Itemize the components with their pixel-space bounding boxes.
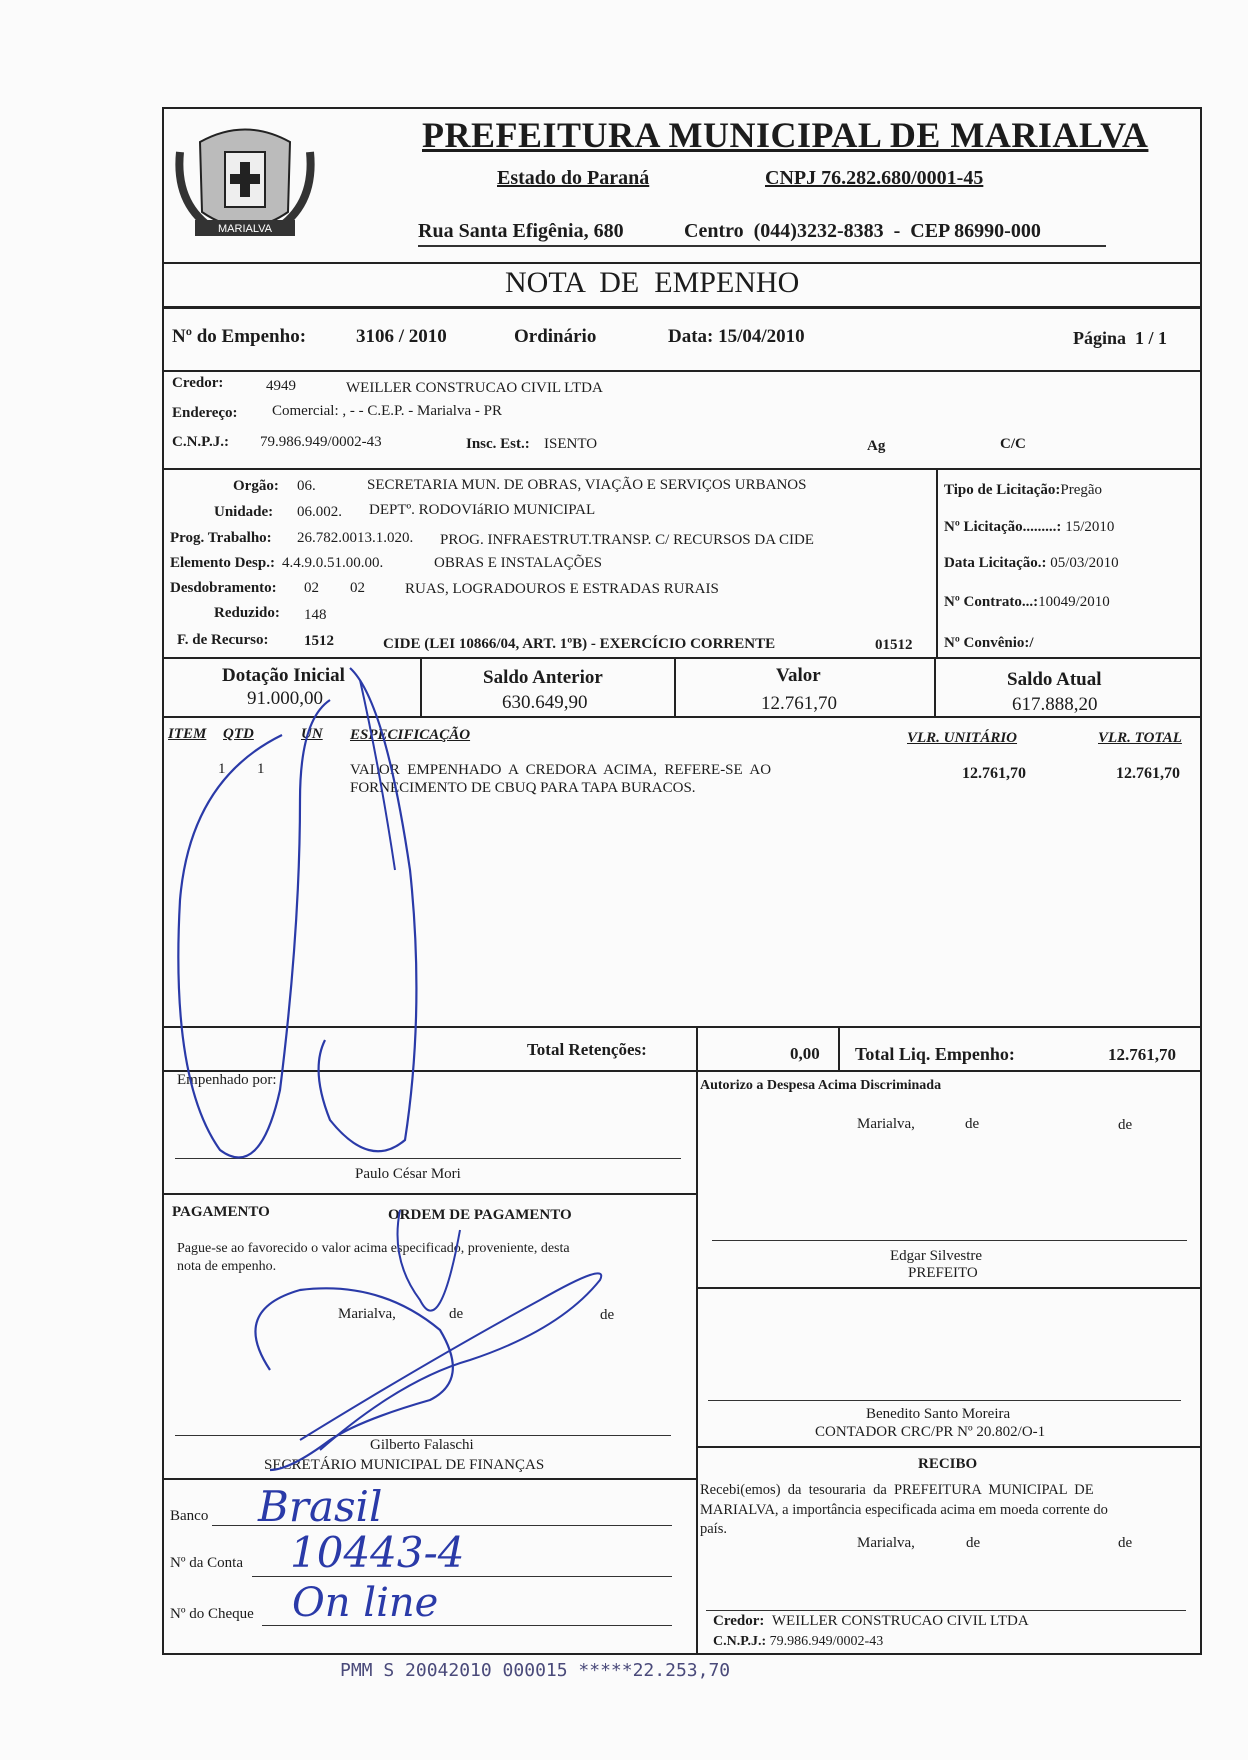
licitacao-convenio: Nº Convênio:/ xyxy=(944,635,1034,651)
pag-de1: de xyxy=(449,1306,464,1322)
divider xyxy=(162,1193,696,1195)
item-qtd: 1 xyxy=(257,761,265,777)
divider xyxy=(838,1026,840,1070)
doc-title: NOTA DE EMPENHO xyxy=(505,266,800,299)
licitacao-contrato: Nº Contrato...:10049/2010 xyxy=(944,594,1110,610)
municipal-crest-icon xyxy=(170,112,320,252)
svg-text:MARIALVA: MARIALVA xyxy=(218,223,272,235)
dotacao-value: 91.000,00 xyxy=(247,688,323,709)
signature-line xyxy=(175,1158,681,1159)
recurso-desc: CIDE (LEI 10866/04, ART. 1ºB) - EXERCÍCIO CORRENTE xyxy=(383,636,776,652)
rec-cnpj: C.N.P.J.: 79.986.949/0002-43 xyxy=(713,1634,884,1649)
autorizo-label: Autorizo a Despesa Acima Discriminada xyxy=(700,1078,942,1093)
item-spec-line2: FORNECIMENTO DE CBUQ PARA TAPA BURACOS. xyxy=(350,780,696,796)
empenho-date: Data: 15/04/2010 xyxy=(668,326,805,347)
col-especificacao: ESPECIFICAÇÃO xyxy=(350,727,471,743)
divider xyxy=(162,306,1202,309)
divider xyxy=(936,468,938,658)
unidade-desc: DEPTº. RODOVIáRIO MUNICIPAL xyxy=(369,502,596,518)
col-qtd: QTD xyxy=(223,726,254,742)
col-item: ITEM xyxy=(168,726,207,742)
total-liquido-label: Total Liq. Empenho: xyxy=(855,1044,1015,1064)
header-cnpj: CNPJ 76.282.680/0001-45 xyxy=(765,167,984,189)
header-underline xyxy=(418,245,1106,247)
divider xyxy=(162,1478,696,1480)
total-retencoes-value: 0,00 xyxy=(790,1044,820,1063)
conta-label: Nº da Conta xyxy=(170,1555,243,1571)
desdobramento-b: 02 xyxy=(350,580,365,596)
prefeito-title: PREFEITO xyxy=(908,1265,978,1281)
ag-label: Ag xyxy=(867,438,886,454)
benedito-name: Benedito Santo Moreira xyxy=(866,1406,1011,1422)
recibo-line1: Recebi(emos) da tesouraria da PREFEITURA MUNICIPAL DE xyxy=(700,1482,1094,1498)
elemento-desc: OBRAS E INSTALAÇÕES xyxy=(434,555,602,571)
handwritten-banco: Brasil xyxy=(258,1482,383,1531)
edgar-name: Edgar Silvestre xyxy=(890,1248,983,1264)
desdobramento-a: 02 xyxy=(304,580,319,596)
aut-de1: de xyxy=(965,1116,980,1132)
unidade-code: 06.002. xyxy=(297,504,342,520)
signature-line xyxy=(712,1240,1187,1241)
col-un: UN xyxy=(301,726,323,742)
reduzido-label: Reduzido: xyxy=(214,605,280,621)
header-street: Rua Santa Efigênia, 680 xyxy=(418,220,624,242)
divider xyxy=(162,1026,1202,1028)
pague-line1: Pague-se ao favorecido o valor acima especificado, proveniente, desta xyxy=(177,1241,570,1256)
cnpj-label: C.N.P.J.: xyxy=(172,434,229,450)
header-state: Estado do Paraná xyxy=(497,167,650,189)
pagamento-label: PAGAMENTO xyxy=(172,1204,270,1220)
desdobramento-desc: RUAS, LOGRADOUROS E ESTRADAS RURAIS xyxy=(405,581,719,597)
divider xyxy=(696,1446,1202,1448)
col-valor-total: VLR. TOTAL xyxy=(1098,730,1182,746)
handwritten-conta: 10443-4 xyxy=(290,1528,465,1577)
recurso-value: 1512 xyxy=(304,633,334,649)
rec-de1: de xyxy=(966,1535,981,1551)
header-address: Centro (044)3232-8383 - CEP 86990-000 xyxy=(684,220,1041,242)
divider xyxy=(162,657,1202,659)
divider xyxy=(162,716,1202,718)
item-unit-value: 12.761,70 xyxy=(962,765,1026,782)
aut-de2: de xyxy=(1118,1117,1133,1133)
divider xyxy=(674,657,676,717)
empenhado-por: Empenhado por: xyxy=(177,1072,277,1088)
licitacao-data: Data Licitação.: 05/03/2010 xyxy=(944,555,1119,571)
licitacao-tipo: Tipo de Licitação:Pregão xyxy=(944,482,1103,498)
paulo-name: Paulo César Mori xyxy=(355,1166,461,1182)
col-valor-unitario: VLR. UNITÁRIO xyxy=(907,730,1018,746)
divider xyxy=(162,262,1202,264)
divider xyxy=(162,370,1202,372)
desdobramento-label: Desdobramento: xyxy=(170,580,277,596)
item-number: 1 xyxy=(218,761,226,777)
signature-line xyxy=(175,1435,671,1436)
elemento-code: 4.4.9.0.51.00.00. xyxy=(282,555,384,571)
unidade-label: Unidade: xyxy=(214,504,274,520)
divider xyxy=(162,1070,1202,1072)
gilberto-name: Gilberto Falaschi xyxy=(370,1437,474,1453)
divider xyxy=(696,1287,1202,1289)
rec-de2: de xyxy=(1118,1535,1133,1551)
recurso-label: F. de Recurso: xyxy=(177,632,269,648)
saldo-atual-value: 617.888,20 xyxy=(1012,694,1098,715)
contador-title: CONTADOR CRC/PR Nº 20.802/O-1 xyxy=(815,1424,1046,1440)
licitacao-num: Nº Licitação.........: 15/2010 xyxy=(944,519,1115,535)
banco-label: Banco xyxy=(170,1508,209,1524)
saldo-atual-label: Saldo Atual xyxy=(1007,669,1102,690)
cnpj-value: 79.986.949/0002-43 xyxy=(260,434,382,450)
valor-value: 12.761,70 xyxy=(761,693,837,714)
orgao-label: Orgão: xyxy=(233,478,279,494)
rec-credor: Credor: WEILLER CONSTRUCAO CIVIL LTDA xyxy=(713,1613,1029,1629)
secretario-title: SECRETÁRIO MUNICIPAL DE FINANÇAS xyxy=(264,1457,545,1473)
saldo-anterior-label: Saldo Anterior xyxy=(483,667,603,688)
item-spec-line1: VALOR EMPENHADO A CREDORA ACIMA, REFERE-SE AO xyxy=(350,762,772,778)
footer-stamp: PMM S 20042010 000015 *****22.253,70 xyxy=(340,1660,731,1681)
divider xyxy=(934,657,936,717)
prog-desc: PROG. INFRAESTRUT.TRANSP. C/ RECURSOS DA CIDE xyxy=(440,532,814,548)
signature-line xyxy=(708,1400,1181,1401)
empenho-number-label: Nº do Empenho: xyxy=(172,326,307,347)
credor-code: 4949 xyxy=(266,378,296,394)
insc-value: ISENTO xyxy=(544,436,598,452)
saldo-anterior-value: 630.649,90 xyxy=(502,692,588,713)
divider xyxy=(696,1026,698,1070)
item-total-value: 12.761,70 xyxy=(1116,765,1180,782)
divider xyxy=(696,1070,698,1655)
endereco-value: Comercial: , - - C.E.P. - Marialva - PR xyxy=(272,403,502,419)
prog-code: 26.782.0013.1.020. xyxy=(297,530,414,546)
pag-marialva: Marialva, xyxy=(338,1306,396,1322)
valor-label: Valor xyxy=(776,665,821,686)
ordem-label: ORDEM DE PAGAMENTO xyxy=(388,1207,572,1223)
orgao-code: 06. xyxy=(297,478,316,494)
pague-line2: nota de empenho. xyxy=(177,1259,277,1274)
cheque-label: Nº do Cheque xyxy=(170,1606,254,1622)
endereco-label: Endereço: xyxy=(172,405,238,421)
signature-line xyxy=(706,1610,1186,1611)
dotacao-label: Dotação Inicial xyxy=(222,665,345,686)
recibo-line2: MARIALVA, a importância especificada acima em moeda corrente do xyxy=(700,1502,1108,1518)
pag-de2: de xyxy=(600,1307,615,1323)
rec-marialva: Marialva, xyxy=(857,1535,915,1551)
elemento-label: Elemento Desp.: xyxy=(170,555,275,571)
divider xyxy=(162,468,1202,470)
empenho-type: Ordinário xyxy=(514,326,597,347)
divider xyxy=(420,657,422,717)
aut-marialva: Marialva, xyxy=(857,1116,915,1132)
reduzido-value: 148 xyxy=(304,607,327,623)
recibo-title: RECIBO xyxy=(918,1456,978,1472)
header-title: PREFEITURA MUNICIPAL DE MARIALVA xyxy=(422,115,1149,155)
prog-label: Prog. Trabalho: xyxy=(170,530,272,546)
total-liquido-value: 12.761,70 xyxy=(1108,1045,1176,1064)
page-number: Página 1 / 1 xyxy=(1073,328,1168,348)
recurso-code: 01512 xyxy=(875,637,913,653)
empenho-number: 3106 / 2010 xyxy=(356,326,447,347)
recibo-line3: país. xyxy=(700,1521,727,1537)
credor-label: Credor: xyxy=(172,375,224,391)
insc-label: Insc. Est.: xyxy=(466,436,530,452)
orgao-desc: SECRETARIA MUN. DE OBRAS, VIAÇÃO E SERVIÇOS URBANOS xyxy=(367,477,807,493)
handwritten-cheque: On line xyxy=(292,1580,439,1626)
credor-name: WEILLER CONSTRUCAO CIVIL LTDA xyxy=(346,380,603,396)
total-retencoes-label: Total Retenções: xyxy=(527,1040,647,1059)
cc-label: C/C xyxy=(1000,436,1026,452)
